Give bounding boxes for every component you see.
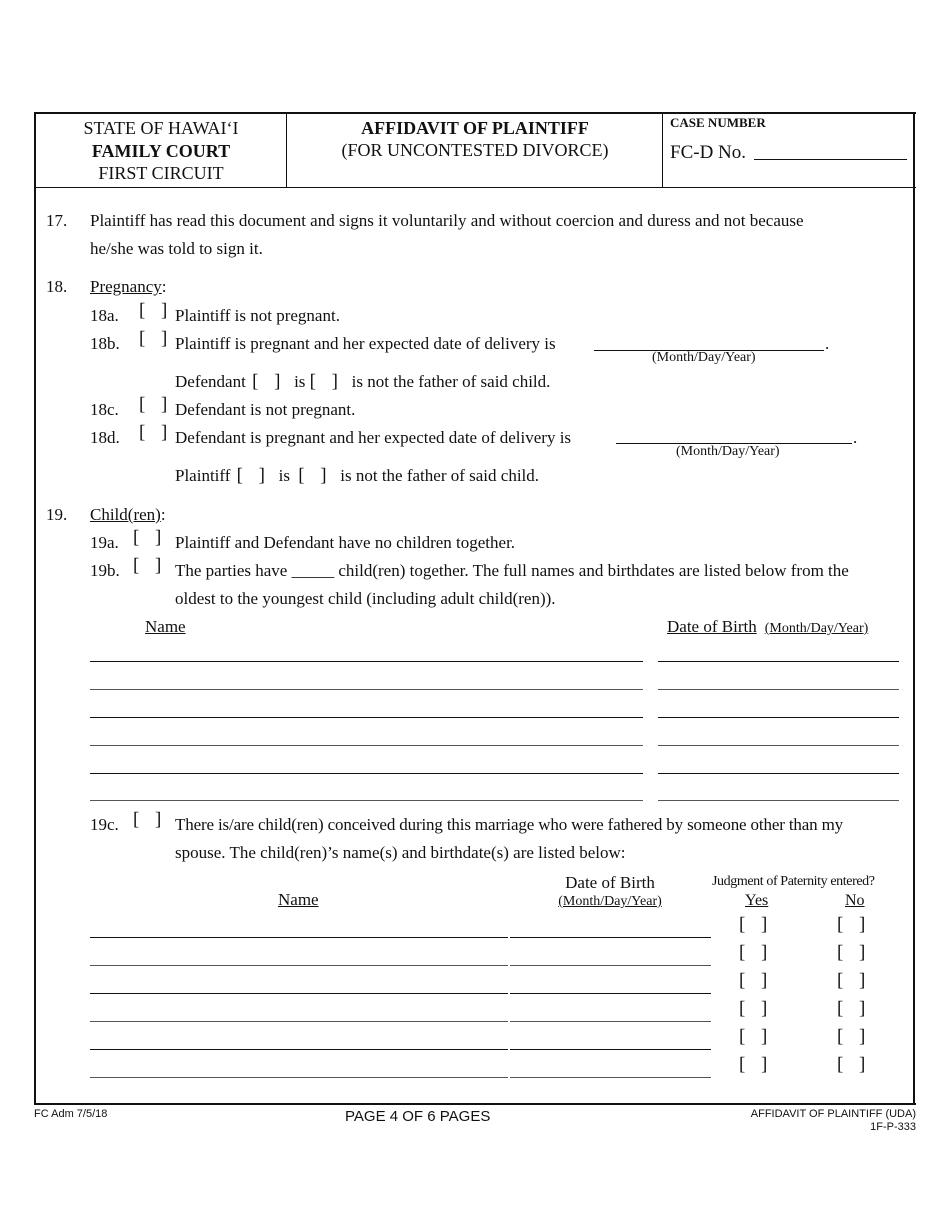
heading-colon: : (160, 505, 166, 524)
item18b-period: . (825, 334, 830, 353)
paternity-dob-field[interactable] (510, 965, 711, 966)
paternity-dob-field[interactable] (510, 993, 711, 994)
plaintiff-word: Plaintiff (175, 466, 231, 485)
child-dob-field[interactable] (658, 800, 899, 801)
paternity-yes-checkbox[interactable]: [ ] (739, 970, 768, 991)
frame-top (34, 112, 916, 114)
header-circuit: FIRST CIRCUIT (98, 163, 224, 183)
item19b-line2: oldest to the youngest child (including adult child(ren)). (175, 589, 556, 608)
paternity-no-checkbox[interactable]: [ ] (837, 970, 866, 991)
footer-form-number: 1F-P-333 (870, 1121, 916, 1133)
paternity-name-field[interactable] (90, 1049, 508, 1050)
fcd-number-field[interactable] (754, 159, 907, 160)
paternity-name-header: Name (278, 890, 319, 909)
paternity-yes-checkbox[interactable]: [ ] (739, 914, 768, 935)
item18d-isnot-checkbox[interactable]: [ ] (298, 465, 327, 486)
item19b-label: 19b. (90, 561, 120, 580)
item18b-text: Plaintiff is pregnant and her expected date of delivery is (175, 334, 556, 353)
children-dob-header (667, 617, 868, 637)
item18c-checkbox[interactable]: [ ] (139, 394, 168, 415)
paternity-no-checkbox[interactable]: [ ] (837, 1026, 866, 1047)
child-name-field[interactable] (90, 689, 643, 690)
item19c-text1: There is/are child(ren) conceived during this marriage who were fathered by someone other than my (175, 815, 844, 834)
child-dob-field[interactable] (658, 773, 899, 774)
item18-heading (90, 277, 167, 297)
is-word: is (294, 372, 306, 391)
paternity-dob-field[interactable] (510, 937, 711, 938)
page-title: AFFIDAVIT OF PLAINTIFF (361, 118, 589, 138)
item18c-label: 18c. (90, 400, 119, 419)
item19c-checkbox[interactable]: [ ] (133, 809, 162, 830)
item18a-label: 18a. (90, 306, 119, 325)
footer-form-code: FC Adm 7/5/18 (34, 1108, 108, 1120)
parties-have-text: The parties have (175, 561, 288, 580)
header-divider-1 (286, 112, 287, 188)
is-not-father-text: is not the father of said child. (340, 466, 540, 485)
item18b-defendant-line (175, 371, 550, 393)
item18d-is-checkbox[interactable]: [ ] (236, 465, 265, 486)
paternity-yes-checkbox[interactable]: [ ] (739, 1026, 768, 1047)
page-subtitle: (FOR UNCONTESTED DIVORCE) (341, 140, 609, 160)
paternity-no-checkbox[interactable]: [ ] (837, 1054, 866, 1075)
fcd-label: FC-D No. (670, 142, 747, 163)
item19a-checkbox[interactable]: [ ] (133, 527, 162, 548)
item19c-label: 19c. (90, 815, 119, 834)
paternity-judgment-header: Judgment of Paternity entered? (712, 874, 875, 889)
item19a-text: Plaintiff and Defendant have no children together. (175, 533, 516, 552)
item18d-period: . (853, 428, 858, 447)
item18d-checkbox[interactable]: [ ] (139, 422, 168, 443)
defendant-word: Defendant (175, 372, 246, 391)
header-divider-2 (662, 112, 663, 188)
item18d-text: Defendant is pregnant and her expected date of delivery is (175, 428, 572, 447)
item19-number: 19. (46, 505, 68, 524)
paternity-yes-header: Yes (745, 892, 769, 909)
paternity-no-header: No (845, 892, 865, 909)
item17-line1: Plaintiff has read this document and signs it voluntarily and without coercion and duress and not because (90, 211, 804, 230)
child-dob-field[interactable] (658, 717, 899, 718)
dob-format-text: (Month/Day/Year) (764, 621, 869, 636)
heading-colon: : (161, 277, 167, 296)
paternity-dob-field[interactable] (510, 1021, 711, 1022)
paternity-no-checkbox[interactable]: [ ] (837, 914, 866, 935)
child-dob-field[interactable] (658, 689, 899, 690)
header-bottom-rule (34, 187, 916, 188)
child-name-field[interactable] (90, 661, 643, 662)
item17-number: 17. (46, 211, 68, 230)
paternity-name-field[interactable] (90, 1021, 508, 1022)
item18c-text: Defendant is not pregnant. (175, 400, 356, 419)
is-not-father-text: is not the father of said child. (351, 372, 551, 391)
paternity-dob-format: (Month/Day/Year) (558, 894, 662, 909)
item18b-is-checkbox[interactable]: [ ] (252, 371, 281, 392)
paternity-name-field[interactable] (90, 965, 508, 966)
is-word: is (278, 466, 291, 485)
children-together-text: child(ren) together. The full names and birthdates are listed below from the (338, 561, 849, 580)
header-court: FAMILY COURT (91, 141, 231, 161)
paternity-dob-field[interactable] (510, 1077, 711, 1078)
header-state: STATE OF HAWAI‘I (83, 118, 239, 138)
item18a-text: Plaintiff is not pregnant. (175, 306, 340, 325)
item18a-checkbox[interactable]: [ ] (139, 300, 168, 321)
item18b-isnot-checkbox[interactable]: [ ] (309, 371, 338, 392)
footer-page-number: PAGE 4 OF 6 PAGES (345, 1108, 491, 1125)
paternity-dob-field[interactable] (510, 1049, 711, 1050)
pregnancy-heading: Pregnancy (90, 277, 162, 296)
item19b-checkbox[interactable]: [ ] (133, 555, 162, 576)
child-name-field[interactable] (90, 745, 643, 746)
footer-form-title: AFFIDAVIT OF PLAINTIFF (UDA) (750, 1108, 916, 1120)
paternity-dob-header: Date of Birth (565, 873, 655, 892)
children-name-header: Name (145, 617, 186, 636)
paternity-name-field[interactable] (90, 937, 508, 938)
child-dob-field[interactable] (658, 661, 899, 662)
frame-right (913, 112, 915, 1105)
item17-line2: he/she was told to sign it. (90, 239, 263, 258)
case-number-label: CASE NUMBER (670, 115, 766, 130)
item19-heading (90, 505, 166, 525)
frame-left (34, 112, 36, 1105)
paternity-name-field[interactable] (90, 993, 508, 994)
item18d-plaintiff-line (175, 465, 539, 487)
frame-bottom (34, 1103, 916, 1105)
child-dob-field[interactable] (658, 745, 899, 746)
paternity-yes-checkbox[interactable]: [ ] (739, 942, 768, 963)
item19b-text (175, 561, 849, 581)
item19a-label: 19a. (90, 533, 119, 552)
paternity-yes-checkbox[interactable]: [ ] (739, 1054, 768, 1075)
dob-header-text: Date of Birth (667, 617, 757, 636)
paternity-no-checkbox[interactable]: [ ] (837, 998, 866, 1019)
paternity-name-field[interactable] (90, 1077, 508, 1078)
children-heading: Child(ren) (90, 505, 161, 524)
paternity-no-checkbox[interactable]: [ ] (837, 942, 866, 963)
child-name-field[interactable] (90, 773, 643, 774)
item18d-label: 18d. (90, 428, 120, 447)
paternity-yes-checkbox[interactable]: [ ] (739, 998, 768, 1019)
item18b-checkbox[interactable]: [ ] (139, 328, 168, 349)
item18-number: 18. (46, 277, 68, 296)
item18b-label: 18b. (90, 334, 120, 353)
child-name-field[interactable] (90, 717, 643, 718)
child-name-field[interactable] (90, 800, 643, 801)
item19c-text2: spouse. The child(ren)’s name(s) and birthdate(s) are listed below: (175, 843, 626, 862)
children-count-field[interactable]: _____ (291, 561, 335, 580)
item18d-date-caption: (Month/Day/Year) (676, 444, 780, 459)
item18b-date-caption: (Month/Day/Year) (652, 350, 756, 365)
